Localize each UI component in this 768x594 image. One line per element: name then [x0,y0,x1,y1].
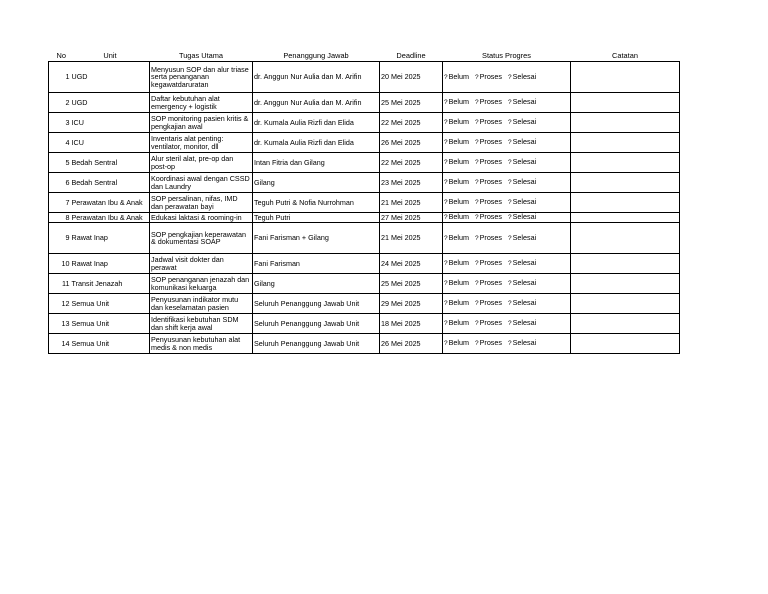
status-option-label: Belum [448,232,469,242]
cell-no[interactable]: 9 [49,223,71,254]
status-option-label: Proses [479,338,502,348]
cell-unit[interactable]: Rawat Inap [71,223,150,254]
status-option-label: Selesai [512,338,537,348]
status-checkbox-icon[interactable]: ? [508,214,512,222]
cell-catatan[interactable] [571,334,680,354]
table-row [49,294,680,314]
header-deadline: Deadline [396,51,426,60]
status-checkbox-icon[interactable]: ? [444,159,448,167]
cell-tugas[interactable]: Daftar kebutuhan alat emergency + logistik [150,93,253,113]
cell-unit[interactable]: Perawatan Ibu & Anak [71,213,150,223]
cell-pj[interactable]: Gilang [253,274,380,294]
status-checkbox-icon[interactable]: ? [508,99,512,107]
status-checkbox-icon[interactable]: ? [475,73,479,81]
cell-tugas[interactable]: Edukasi laktasi & rooming-in [150,213,253,223]
status-option-label: Selesai [512,212,537,222]
cell-unit[interactable]: ICU [71,113,150,133]
status-checkbox-icon[interactable]: ? [508,179,512,187]
status-checkbox-icon[interactable]: ? [508,320,512,328]
status-option-label: Selesai [512,97,537,107]
status-option-label: Proses [479,137,502,147]
status-checkbox-icon[interactable]: ? [508,300,512,308]
cell-no[interactable]: 13 [49,314,71,334]
status-checkbox-icon[interactable]: ? [475,300,479,308]
cell-pj[interactable]: Seluruh Penanggung Jawab Unit [253,334,380,354]
status-option-label: Belum [448,137,469,147]
cell-deadline[interactable]: 21 Mei 2025 [380,223,443,254]
spreadsheet [48,50,680,354]
status-option-label: Selesai [512,117,537,127]
status-checkbox-icon[interactable]: ? [508,159,512,167]
status-checkbox-icon[interactable]: ? [444,320,448,328]
status-option-label: Belum [448,197,469,207]
status-checkbox-icon[interactable]: ? [508,73,512,81]
cell-catatan[interactable] [571,314,680,334]
status-option-label: Proses [479,318,502,328]
status-checkbox-icon[interactable]: ? [508,280,512,288]
cell-catatan[interactable] [571,113,680,133]
status-option-label: Proses [479,258,502,268]
status-option-label: Proses [479,197,502,207]
cell-tugas[interactable]: Penyusunan indikator mutu dan keselamatan pasien [150,294,253,314]
status-checkbox-icon[interactable]: ? [475,214,479,222]
cell-no[interactable]: 2 [49,93,71,113]
table-row [49,153,680,173]
cell-pj[interactable]: Seluruh Penanggung Jawab Unit [253,314,380,334]
cell-pj[interactable]: Teguh Putri [253,213,380,223]
cell-status[interactable] [443,223,571,254]
cell-status[interactable] [443,274,571,294]
status-option-label: Selesai [512,177,537,187]
status-option-label: Belum [448,278,469,288]
status-option-label: Selesai [512,71,537,81]
cell-unit[interactable]: UGD [71,62,150,93]
cell-pj[interactable]: Seluruh Penanggung Jawab Unit [253,294,380,314]
status-checkbox-icon[interactable]: ? [508,119,512,127]
cell-unit[interactable]: Perawatan Ibu & Anak [71,193,150,213]
cell-pj[interactable]: dr. Kumala Aulia Rizfi dan Elida [253,113,380,133]
cell-deadline[interactable]: 22 Mei 2025 [380,153,443,173]
cell-tugas[interactable]: Penyusunan kebutuhan alat medis & non medis [150,334,253,354]
cell-unit[interactable]: Bedah Sentral [71,153,150,173]
status-option-label: Belum [448,157,469,167]
cell-no[interactable]: 12 [49,294,71,314]
status-option-label: Proses [479,71,502,81]
cell-deadline[interactable]: 26 Mei 2025 [380,334,443,354]
table-row [49,133,680,153]
cell-no[interactable]: 3 [49,113,71,133]
status-option-label: Proses [479,97,502,107]
cell-catatan[interactable] [571,133,680,153]
cell-status[interactable] [443,62,571,93]
status-checkbox-icon[interactable]: ? [508,234,512,242]
status-option-label: Belum [448,318,469,328]
cell-catatan[interactable] [571,223,680,254]
task-table [48,50,680,354]
status-option-label: Proses [479,157,502,167]
status-option-label: Selesai [512,232,537,242]
cell-no[interactable]: 11 [49,274,71,294]
table-row [49,223,680,254]
status-checkbox-icon[interactable]: ? [475,159,479,167]
status-checkbox-icon[interactable]: ? [444,260,448,268]
status-checkbox-icon[interactable]: ? [444,139,448,147]
cell-unit[interactable]: UGD [71,93,150,113]
status-option-label: Selesai [512,278,537,288]
status-option-label: Belum [448,117,469,127]
cell-pj[interactable]: Fani Farisman [253,254,380,274]
status-checkbox-icon[interactable]: ? [444,179,448,187]
status-checkbox-icon[interactable]: ? [475,119,479,127]
status-checkbox-icon[interactable]: ? [444,119,448,127]
cell-pj[interactable]: dr. Anggun Nur Aulia dan M. Arifin [253,93,380,113]
cell-tugas[interactable]: SOP penanganan jenazah dan komunikasi keluarga [150,274,253,294]
cell-no[interactable]: 8 [49,213,71,223]
cell-tugas[interactable]: SOP pengkajian keperawatan & dokumentasi SOAP [150,223,253,254]
cell-catatan[interactable] [571,173,680,193]
cell-status[interactable] [443,113,571,133]
cell-deadline[interactable]: 18 Mei 2025 [380,314,443,334]
cell-no[interactable]: 4 [49,133,71,153]
header-tugas: Tugas Utama [178,51,224,60]
status-option-label: Proses [479,117,502,127]
table-row [49,193,680,213]
status-checkbox-icon[interactable]: ? [475,99,479,107]
cell-no[interactable]: 10 [49,254,71,274]
cell-catatan[interactable] [571,93,680,113]
status-option-label: Proses [479,177,502,187]
table-row [49,334,680,354]
table-row [49,254,680,274]
status-checkbox-icon[interactable]: ? [508,139,512,147]
cell-status[interactable] [443,153,571,173]
cell-catatan[interactable] [571,193,680,213]
cell-no[interactable]: 5 [49,153,71,173]
status-option-label: Selesai [512,318,537,328]
table-row [49,173,680,193]
cell-tugas[interactable]: Identifikasi kebutuhan SDM dan shift kerja awal [150,314,253,334]
table-row [49,213,680,223]
status-option-label: Belum [448,212,469,222]
status-option-label: Selesai [512,137,537,147]
cell-tugas[interactable]: Menyusun SOP dan alur triase serta penanganan kegawatdaruratan [150,62,253,93]
cell-pj[interactable]: dr. Kumala Aulia Rizfi dan Elida [253,133,380,153]
header-row [49,50,680,62]
cell-pj[interactable]: dr. Anggun Nur Aulia dan M. Arifin [253,62,380,93]
status-checkbox-icon[interactable]: ? [444,340,448,348]
cell-no[interactable]: 14 [49,334,71,354]
status-option-label: Proses [479,232,502,242]
cell-deadline[interactable]: 25 Mei 2025 [380,93,443,113]
status-checkbox-icon[interactable]: ? [475,199,479,207]
cell-status[interactable] [443,173,571,193]
cell-deadline[interactable]: 22 Mei 2025 [380,113,443,133]
status-checkbox-icon[interactable]: ? [508,199,512,207]
cell-catatan[interactable] [571,294,680,314]
status-checkbox-icon[interactable]: ? [475,234,479,242]
status-checkbox-icon[interactable]: ? [475,280,479,288]
status-checkbox-icon[interactable]: ? [444,280,448,288]
cell-deadline[interactable]: 25 Mei 2025 [380,274,443,294]
header-unit: Unit [103,51,117,60]
cell-pj[interactable]: Gilang [253,173,380,193]
status-checkbox-icon[interactable]: ? [444,99,448,107]
cell-deadline[interactable]: 24 Mei 2025 [380,254,443,274]
cell-unit[interactable]: Semua Unit [71,294,150,314]
status-option-label: Selesai [512,258,537,268]
cell-deadline[interactable]: 23 Mei 2025 [380,173,443,193]
cell-catatan[interactable] [571,254,680,274]
status-checkbox-icon[interactable]: ? [475,340,479,348]
cell-deadline[interactable]: 26 Mei 2025 [380,133,443,153]
status-checkbox-icon[interactable]: ? [475,320,479,328]
cell-no[interactable]: 7 [49,193,71,213]
header-no: No [56,51,66,60]
status-option-label: Selesai [512,157,537,167]
cell-tugas[interactable]: SOP persalinan, nifas, IMD dan perawatan bayi [150,193,253,213]
table-row [49,62,680,93]
table-row [49,274,680,294]
status-checkbox-icon[interactable]: ? [475,260,479,268]
cell-unit[interactable]: Transit Jenazah [71,274,150,294]
status-option-label: Belum [448,71,469,81]
table-row [49,93,680,113]
cell-deadline[interactable]: 20 Mei 2025 [380,62,443,93]
cell-catatan[interactable] [571,153,680,173]
cell-tugas[interactable]: Jadwal visit dokter dan perawat [150,254,253,274]
status-option-label: Selesai [512,298,537,308]
status-option-label: Belum [448,258,469,268]
cell-status[interactable] [443,254,571,274]
cell-unit[interactable]: ICU [71,133,150,153]
cell-tugas[interactable]: Inventaris alat penting: ventilator, monitor, dll [150,133,253,153]
status-option-label: Selesai [512,197,537,207]
status-checkbox-icon[interactable]: ? [444,73,448,81]
status-option-label: Belum [448,177,469,187]
cell-unit[interactable]: Rawat Inap [71,254,150,274]
cell-tugas[interactable]: Alur steril alat, pre-op dan post-op [150,153,253,173]
header-catatan: Catatan [612,51,638,60]
status-option-label: Proses [479,278,502,288]
cell-status[interactable] [443,93,571,113]
status-checkbox-icon[interactable]: ? [508,260,512,268]
cell-tugas[interactable]: Koordinasi awal dengan CSSD dan Laundry [150,173,253,193]
cell-pj[interactable]: Teguh Putri & Nofia Nurrohman [253,193,380,213]
status-checkbox-icon[interactable]: ? [444,214,448,222]
cell-no[interactable]: 6 [49,173,71,193]
header-pj: Penanggung Jawab [283,51,349,60]
cell-unit[interactable]: Semua Unit [71,334,150,354]
cell-pj[interactable]: Fani Farisman + Gilang [253,223,380,254]
cell-catatan[interactable] [571,62,680,93]
status-option-label: Belum [448,338,469,348]
status-checkbox-icon[interactable]: ? [444,199,448,207]
cell-unit[interactable]: Semua Unit [71,314,150,334]
status-option-label: Belum [448,97,469,107]
status-checkbox-icon[interactable]: ? [508,340,512,348]
cell-tugas[interactable]: SOP monitoring pasien kritis & pengkajian awal [150,113,253,133]
cell-status[interactable] [443,334,571,354]
status-option-label: Proses [479,298,502,308]
cell-deadline[interactable]: 29 Mei 2025 [380,294,443,314]
status-option-label: Proses [479,212,502,222]
status-option-label: Belum [448,298,469,308]
table-row [49,314,680,334]
status-checkbox-icon[interactable]: ? [444,234,448,242]
table-row [49,113,680,133]
cell-status[interactable] [443,133,571,153]
status-checkbox-icon[interactable]: ? [444,300,448,308]
cell-status[interactable] [443,294,571,314]
cell-deadline[interactable]: 27 Mei 2025 [380,213,443,223]
cell-no[interactable]: 1 [49,62,71,93]
cell-catatan[interactable] [571,213,680,223]
cell-unit[interactable]: Bedah Sentral [71,173,150,193]
cell-catatan[interactable] [571,274,680,294]
cell-pj[interactable]: Intan Fitria dan Gilang [253,153,380,173]
cell-status[interactable] [443,193,571,213]
cell-status[interactable] [443,314,571,334]
cell-status[interactable] [443,213,571,223]
status-checkbox-icon[interactable]: ? [475,179,479,187]
header-status: Status Progres [482,51,531,60]
status-checkbox-icon[interactable]: ? [475,139,479,147]
cell-deadline[interactable]: 21 Mei 2025 [380,193,443,213]
